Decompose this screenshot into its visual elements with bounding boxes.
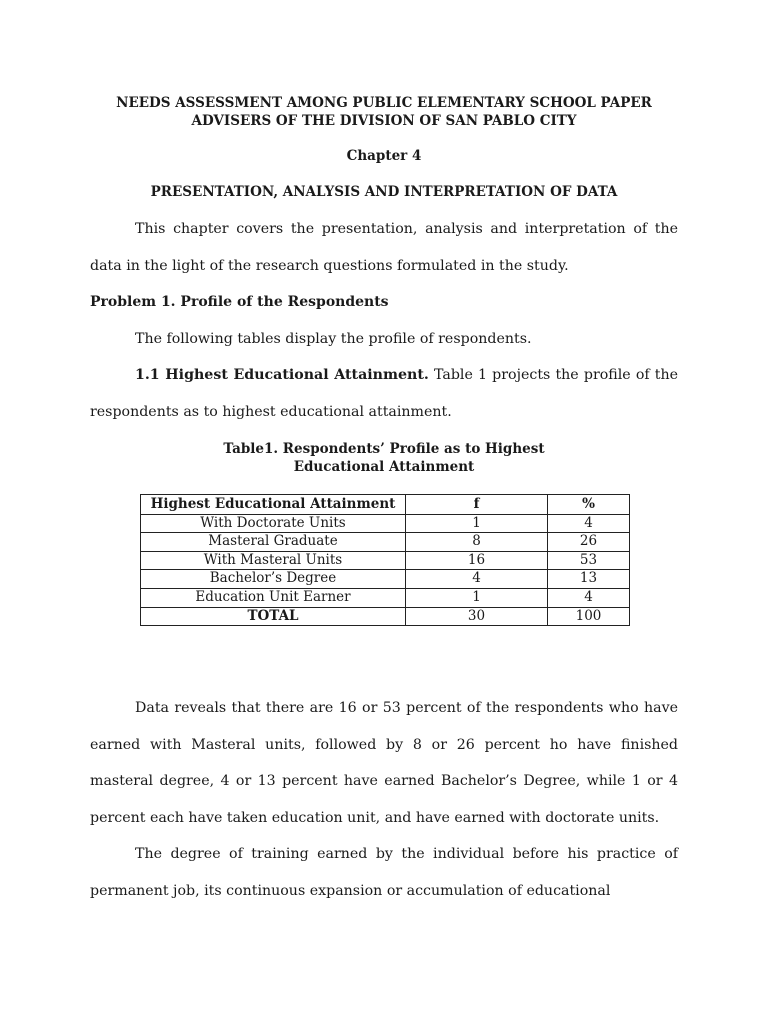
chapter-title: PRESENTATION, ANALYSIS AND INTERPRETATION OF DATA [150, 184, 618, 200]
section-paragraph [90, 357, 678, 430]
document-title [90, 94, 678, 130]
final-paragraph: The degree of training earned by the individual before his practice of permanent job, its continuous expansion or accumulation of educational [90, 846, 678, 899]
table-caption [200, 440, 568, 476]
cell-total-frequency: 30 [406, 607, 548, 626]
cell-attainment: With Masteral Units [141, 551, 406, 570]
cell-frequency: 1 [406, 514, 548, 533]
section-text: Table 1 projects the profile of the respondents as to highest educational attainment. [90, 367, 679, 420]
cell-percent: 4 [548, 514, 630, 533]
title-line-2: ADVISERS OF THE DIVISION OF SAN PABLO CITY [191, 113, 577, 129]
intro-paragraph: This chapter covers the presentation, analysis and interpretation of the data in the light of the research questions formulated in the study. [90, 221, 678, 274]
cell-percent: 53 [548, 551, 630, 570]
table-caption-line-1: Table1. Respondents’ Profile as to Highest [223, 441, 545, 457]
table-caption-line-2: Educational Attainment [293, 459, 475, 475]
section-label: 1.1 Highest Educational Attainment. [135, 367, 429, 383]
cell-attainment: Bachelor’s Degree [141, 570, 406, 589]
table-row [141, 533, 630, 552]
header-frequency: f [406, 495, 548, 515]
table-row [141, 588, 630, 607]
cell-total-percent: 100 [548, 607, 630, 626]
cell-frequency: 16 [406, 551, 548, 570]
table-row [141, 551, 630, 570]
problem-heading: Problem 1. Profile of the Respondents [90, 294, 389, 310]
table-row [141, 570, 630, 589]
cell-frequency: 4 [406, 570, 548, 589]
table-row [141, 514, 630, 533]
table-total-row [141, 607, 630, 626]
tables-intro-paragraph: The following tables display the profile of respondents. [135, 331, 532, 347]
analysis-paragraph: Data reveals that there are 16 or 53 percent of the respondents who have earned with Masteral units, followed by 8 or 26 percent ho have finished masteral degree, 4 or 13 percent have earned Bachelor’s Degree, while 1 or 4 percent each have taken education unit, and have earned with doctorate units. [90, 700, 678, 826]
title-line-1: NEEDS ASSESSMENT AMONG PUBLIC ELEMENTARY SCHOOL PAPER [116, 95, 652, 111]
cell-attainment: Education Unit Earner [141, 588, 406, 607]
cell-attainment: With Doctorate Units [141, 514, 406, 533]
cell-frequency: 1 [406, 588, 548, 607]
header-attainment: Highest Educational Attainment [141, 495, 406, 515]
cell-percent: 13 [548, 570, 630, 589]
cell-percent: 4 [548, 588, 630, 607]
cell-frequency: 8 [406, 533, 548, 552]
cell-percent: 26 [548, 533, 630, 552]
chapter-number: Chapter 4 [346, 148, 422, 164]
cell-total-label: TOTAL [141, 607, 406, 626]
cell-attainment: Masteral Graduate [141, 533, 406, 552]
header-percent: % [548, 495, 630, 515]
table-header-row [141, 495, 630, 515]
attainment-table [140, 494, 630, 626]
